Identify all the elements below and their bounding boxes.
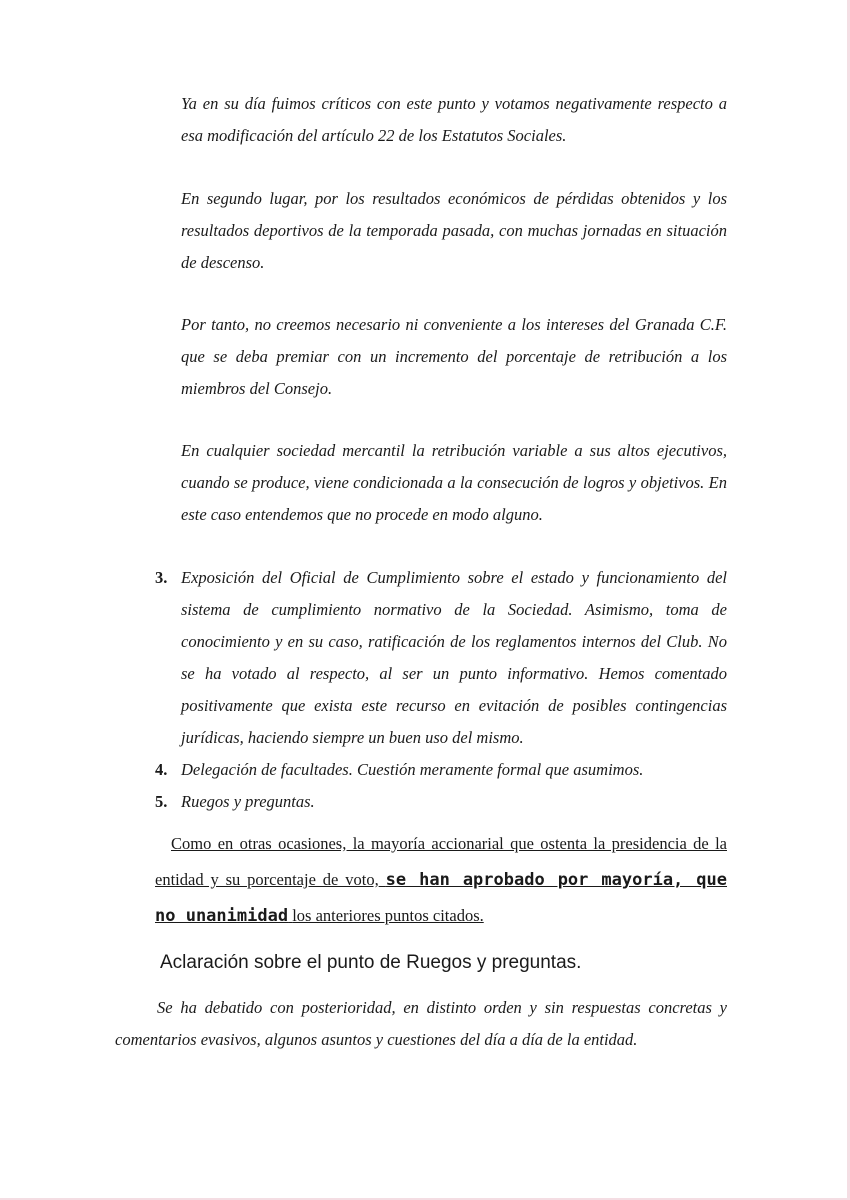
list-number: 3. xyxy=(155,568,168,587)
list-text: Ruegos y preguntas. xyxy=(181,792,315,811)
list-number: 5. xyxy=(155,792,168,811)
list-text: Delegación de facultades. Cuestión meramente formal que asumimos. xyxy=(181,760,644,779)
summary-bold-text: se han aprobado por mayoría, que no unanimidad xyxy=(155,870,728,926)
list-item-4 xyxy=(155,754,727,786)
list-item-3 xyxy=(155,562,727,754)
paragraph-retribution: Por tanto, no creemos necesario ni conveniente a los intereses del Granada C.F. que se deba premiar con un incremento del porcentaje de retribución a los miembros del Consejo. xyxy=(181,315,727,398)
list-item-5 xyxy=(155,786,727,818)
list-number: 4. xyxy=(155,760,168,779)
paragraph-variable-pay: En cualquier sociedad mercantil la retribución variable a sus altos ejecutivos, cuando se produce, viene condicionada a la consecución de logros y objetivos. En este caso entendemos que no procede en modo alguno. xyxy=(181,441,727,524)
section-heading: Aclaración sobre el punto de Ruegos y preguntas. xyxy=(160,952,582,973)
voting-summary xyxy=(155,826,727,934)
summary-text-end: los anteriores puntos citados. xyxy=(292,906,484,925)
summary-text-start: Como en otras ocasiones, la mayoría accionarial que ostenta la presidencia de la entidad y su porcentaje de voto, xyxy=(155,834,727,889)
paragraph-statutes: Ya en su día fuimos críticos con este punto y votamos negativamente respecto a esa modificación del artículo 22 de los Estatutos Sociales. xyxy=(181,94,727,145)
paragraph-debate: Se ha debatido con posterioridad, en distinto orden y sin respuestas concretas y comentarios evasivos, algunos asuntos y cuestiones del día a día de la entidad. xyxy=(115,998,727,1049)
paragraph-results: En segundo lugar, por los resultados económicos de pérdidas obtenidos y los resultados deportivos de la temporada pasada, con muchas jornadas en situación de descenso. xyxy=(181,189,727,272)
list-text: Exposición del Oficial de Cumplimiento sobre el estado y funcionamiento del sistema de cumplimiento normativo de la Sociedad. Asimismo, toma de conocimiento y en su caso, ratificación de los reglamentos internos del Club. No se ha votado al respecto, al ser un punto informativo. Hemos comentado positivamente que exista este recurso en evitación de posibles contingencias jurídicas, haciendo siempre un buen uso del mismo. xyxy=(181,568,727,747)
